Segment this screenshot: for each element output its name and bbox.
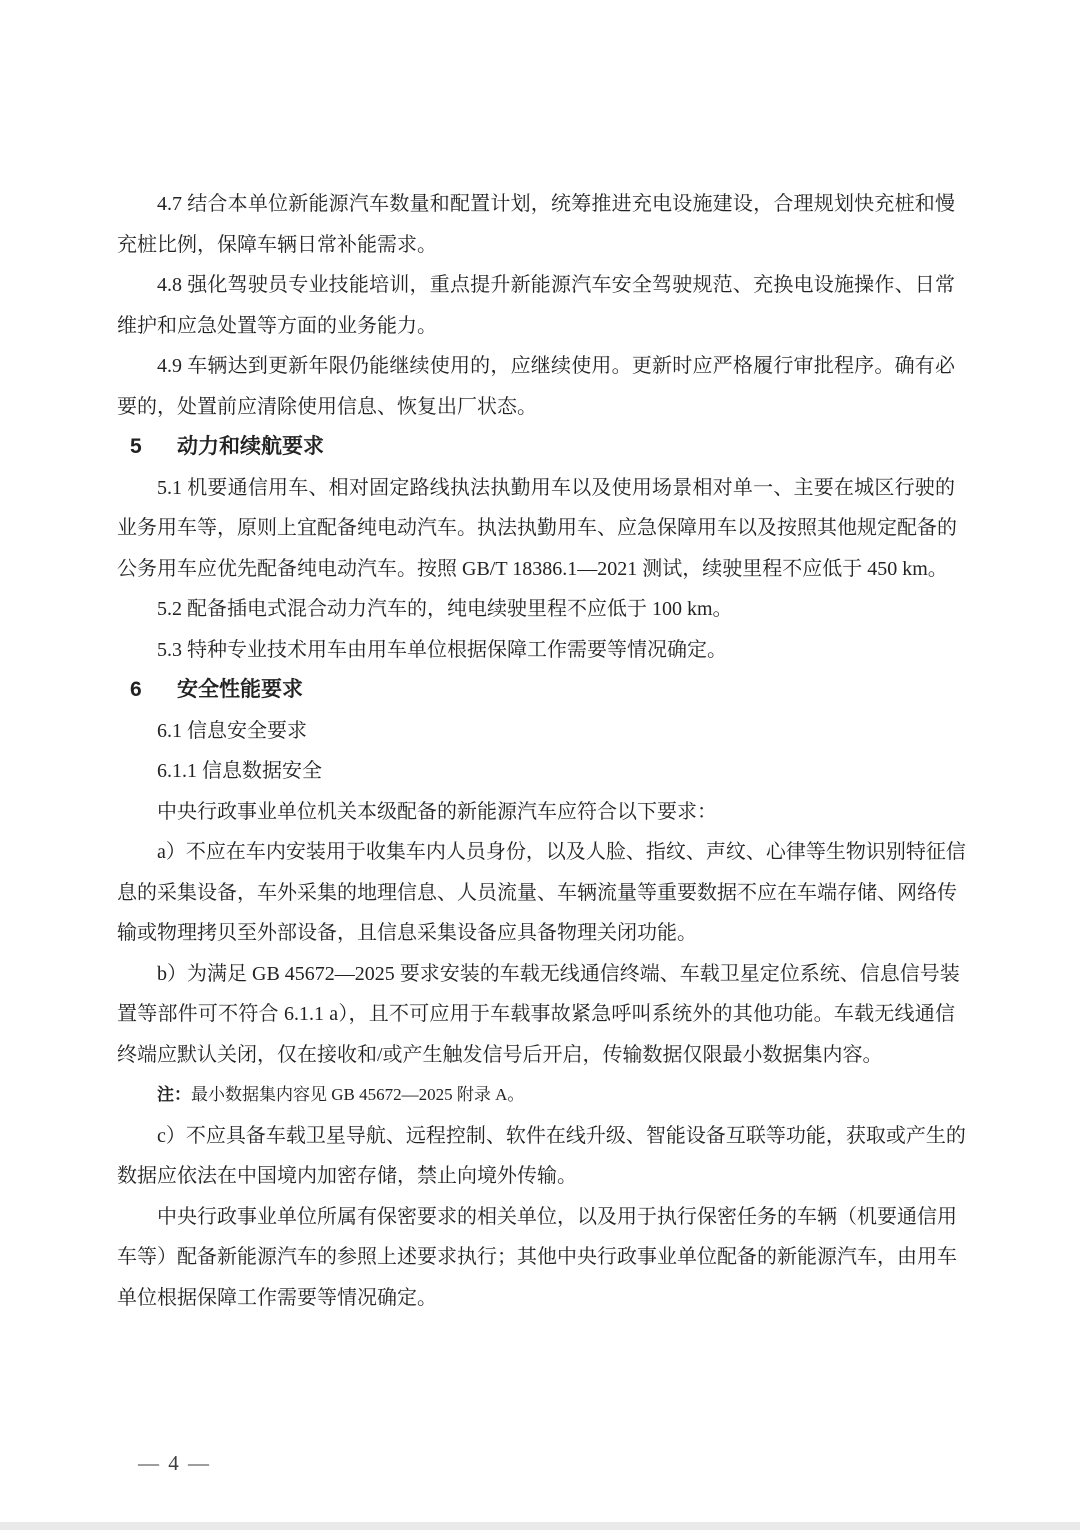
section-title: 动力和续航要求	[177, 435, 324, 458]
section-heading	[117, 670, 955, 711]
text-line: 单位根据保障工作需要等情况确定。	[117, 1286, 437, 1309]
text-line: 置等部件可不符合 6.1.1 a），且不可应用于车载事故紧急呼叫系统外的其他功能。车载无线通信	[117, 1003, 955, 1025]
text-line: 4.8 强化驾驶员专业技能培训，重点提升新能源汽车安全驾驶规范、充换电设施操作、日常	[157, 274, 955, 296]
text-line: b）为满足 GB 45672—2025 要求安装的车载无线通信终端、车载卫星定位系统、信息信号装	[157, 962, 960, 985]
section-heading	[117, 427, 955, 468]
note-label: 注：	[157, 1085, 191, 1104]
text-line: a）不应在车内安装用于收集车内人员身份，以及人脸、指纹、声纹、心律等生物识别特征信	[157, 841, 966, 863]
text-line: 5.2 配备插电式混合动力汽车的，纯电续驶里程不应低于 100 km。	[157, 598, 733, 620]
footer-strip	[0, 1522, 1080, 1530]
note-line	[117, 1075, 955, 1116]
section-title: 安全性能要求	[177, 678, 303, 701]
section-number: 6	[130, 678, 142, 701]
text-line: 5.1 机要通信用车、相对固定路线执法执勤用车以及使用场景相对单一、主要在城区行驶的	[157, 476, 955, 499]
page-number: — 4 —	[138, 1451, 211, 1475]
text-line: 要的，处置前应清除使用信息、恢复出厂状态。	[117, 395, 537, 418]
text-line: 公务用车应优先配备纯电动汽车。按照 GB/T 18386.1—2021 测试，续驶里程不应低于 450 km。	[117, 557, 948, 580]
text-line: 4.7 结合本单位新能源汽车数量和配置计划，统筹推进充电设施建设，合理规划快充桩和慢	[157, 193, 955, 215]
text-line: 充桩比例，保障车辆日常补能需求。	[117, 233, 437, 256]
section-number: 5	[130, 435, 142, 458]
note-text: 最小数据集内容见 GB 45672—2025 附录 A。	[191, 1085, 525, 1104]
text-line: 中央行政事业单位机关本级配备的新能源汽车应符合以下要求：	[157, 800, 717, 823]
text-line: c）不应具备车载卫星导航、远程控制、软件在线升级、智能设备互联等功能，获取或产生的	[157, 1124, 966, 1147]
text-line: 5.3 特种专业技术用车由用车单位根据保障工作需要等情况确定。	[157, 638, 727, 661]
text-line: 维护和应急处置等方面的业务能力。	[117, 314, 437, 337]
text-line: 车等）配备新能源汽车的参照上述要求执行；其他中央行政事业单位配备的新能源汽车，由用车	[117, 1246, 957, 1268]
text-line: 6.1.1 信息数据安全	[157, 760, 322, 782]
text-line: 中央行政事业单位所属有保密要求的相关单位，以及用于执行保密任务的车辆（机要通信用	[157, 1205, 957, 1228]
text-line: 业务用车等，原则上宜配备纯电动汽车。执法执勤用车、应急保障用车以及按照其他规定配备的	[117, 517, 957, 539]
text-line: 数据应依法在中国境内加密存储，禁止向境外传输。	[117, 1165, 577, 1187]
text-line: 6.1 信息安全要求	[157, 719, 307, 742]
text-line: 输或物理拷贝至外部设备，且信息采集设备应具备物理关闭功能。	[117, 922, 697, 944]
document-body	[117, 184, 966, 1318]
text-line: 息的采集设备，车外采集的地理信息、人员流量、车辆流量等重要数据不应在车端存储、网络传	[117, 881, 957, 904]
text-line: 4.9 车辆达到更新年限仍能继续使用的，应继续使用。更新时应严格履行审批程序。确有必	[157, 355, 955, 377]
text-line: 终端应默认关闭，仅在接收和/或产生触发信号后开启，传输数据仅限最小数据集内容。	[117, 1043, 883, 1066]
